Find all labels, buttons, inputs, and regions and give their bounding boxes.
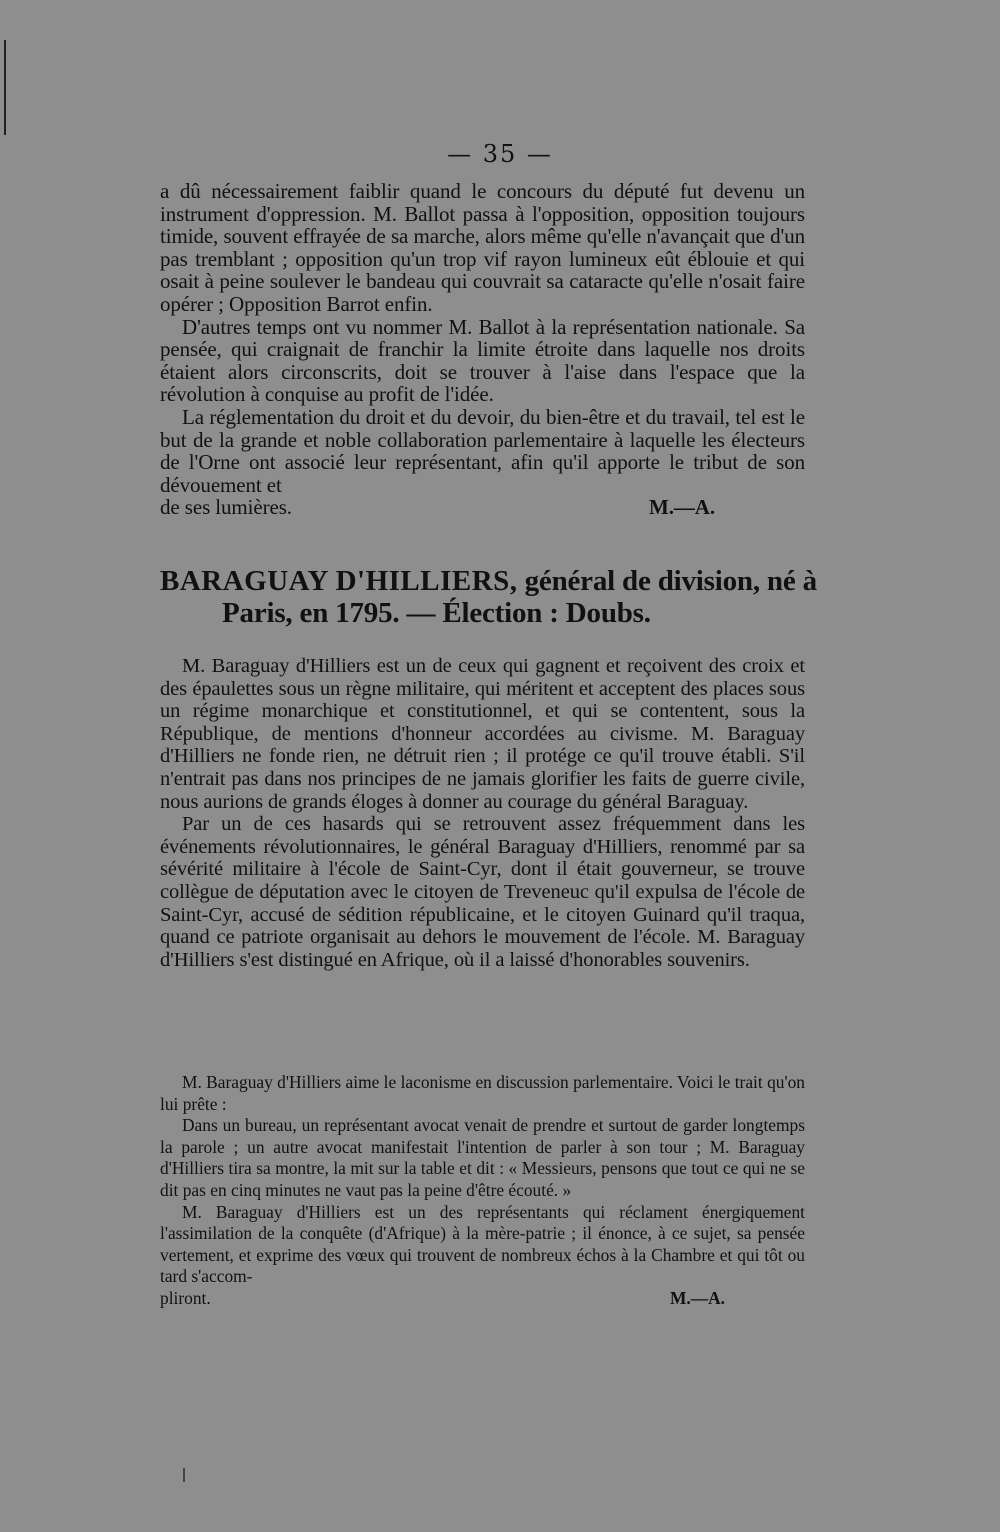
anecdote-text-block [160,1072,805,1310]
signature-line [160,496,805,519]
author-signature: M.—A. [649,495,715,520]
paragraph-end: pliront. [160,1287,211,1308]
signature-line [160,1288,805,1310]
paragraph: La réglementation du droit et du devoir, du bien-être et du travail, tel est le but de la grande et noble collaboration parlementaire à laquelle les électeurs de l'Orne ont associé leur représentant, afin qu'il apporte le tribut de son dévouement et [160,404,805,497]
author-signature: M.—A. [669,1287,725,1308]
paragraph: Par un de ces hasards qui se retrouvent assez fréquemment dans les événements révolutionnaires, le général Baraguay d'Hilliers, renommé par sa sévérité militaire à l'école de Saint-Cyr, dont il était gouverneur, se trouve collègue de députation avec le citoyen de Treveneuc qu'il expulsa de l'école de Saint-Cyr, accusé de sédition républicaine, et le citoyen Guinard qu'il traqua, quand ce patriote organisait au dehors le mouvement de l'école. M. Baraguay d'Hilliers s'est distingué en Afrique, où il a laissé d'honorables souvenirs. [160,813,805,971]
paragraph: D'autres temps ont vu nommer M. Ballot à la représentation nationale. Sa pensée, qui craignait de franchir la limite étroite dans laquelle nos droits étaient alors circonscrits, doit se trouver à l'aise dans l'espace que la révolution à conquise au profit de l'idée. [160,314,805,407]
scan-speck [183,1468,185,1482]
deputy-name: BARAGUAY D'HILLIERS, [160,565,518,597]
biography-text-block [160,655,805,971]
heading-birth-election: Paris, en 1795. — Élection : Doubs. [222,597,651,629]
scan-edge-mark [4,40,6,135]
paragraph: M. Baraguay d'Hilliers aime le laconisme en discussion parlementaire. Voici le trait qu'on lui prête : [160,1072,805,1114]
paragraph: a dû nécessairement faiblir quand le concours du député fut devenu un instrument d'oppression. M. Ballot passa à l'opposition, opposition toujours timide, souvent effrayée de sa marche, alors même qu'elle n'avançait que d'un pas tremblant ; opposition qu'un trop vif rayon lumineux eût éblouie et qui osait à peine soulever le bandeau qui couvrait sa cataracte qu'elle n'osait faire opérer ; Opposition Barrot enfin. [160,179,805,316]
page-number: — 35 — [447,140,553,168]
paragraph: Dans un bureau, un représentant avocat venait de prendre et surtout de garder longtemps la parole ; un autre avocat manifestait l'intention de parler à son tour ; M. Baraguay d'Hilliers tira sa montre, la mit sur la table et dit : « Messieurs, pensons que tout ce qui ne se dit pas en cinq minutes ne vaut pas la peine d'être écouté. » [160,1115,805,1200]
section-heading [160,565,820,629]
paragraph-end: de ses lumières. [160,495,292,520]
main-text-block [160,180,805,519]
heading-description: général de division, né à [524,565,817,597]
paragraph: M. Baraguay d'Hilliers est un des représentants qui réclament énergiquement l'assimilation de la conquête (d'Afrique) à la mère-patrie ; il énonce, à ce sujet, sa pensée vertement, et exprime des vœux qui trouvent de nombreux échos à la Chambre et qui tôt ou tard s'accom- [160,1201,805,1287]
paragraph: M. Baraguay d'Hilliers est un de ceux qui gagnent et reçoivent des croix et des épaulettes sous un règne militaire, qui méritent et acceptent des places sous un régime monarchique et constitutionnel, et qui se contentent, sous la République, de mentions d'honneur accordées au civisme. M. Baraguay d'Hilliers ne fonde rien, ne détruit rien ; il protége ce qu'il trouve établi. S'il n'entrait pas dans nos principes de ne jamais glorifier les faits de guerre civile, nous aurions de grands éloges à donner au courage du général Baraguay. [160,655,805,813]
